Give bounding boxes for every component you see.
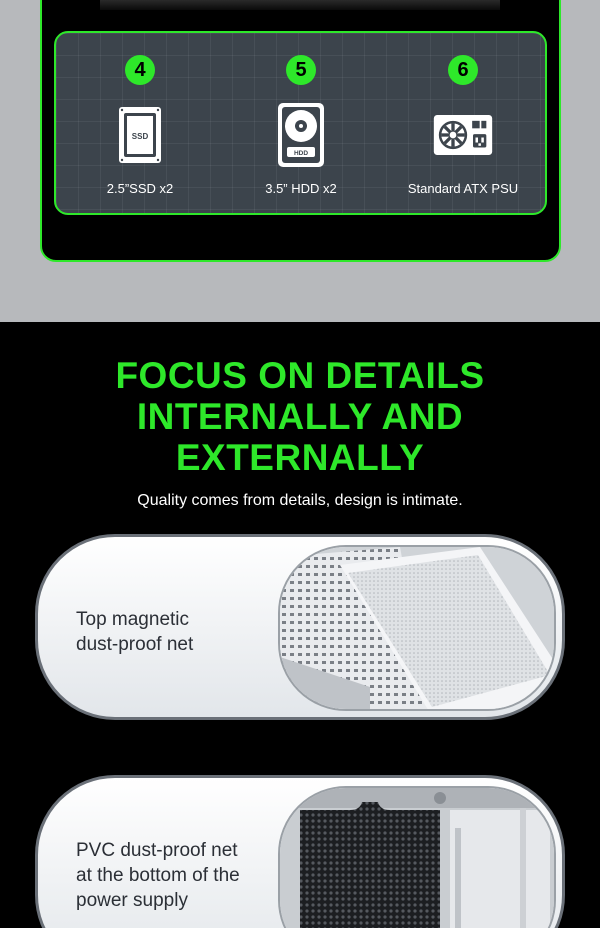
top-dust-net-photo	[278, 545, 556, 711]
heading-line: FOCUS ON DETAILS	[115, 355, 485, 396]
feature-line: Top magnetic	[76, 609, 190, 630]
psu-icon	[433, 103, 493, 167]
ssd-icon-text: SSD	[131, 132, 149, 141]
feature-line: power supply	[76, 890, 188, 911]
spec-ssd	[58, 55, 222, 196]
spec-psu	[381, 55, 545, 196]
spec-number: 5	[286, 55, 316, 85]
bottom-dust-net-photo	[278, 786, 556, 928]
spec-hdd	[219, 55, 383, 196]
case-image-edge	[100, 0, 500, 10]
spec-label: Standard ATX PSU	[407, 181, 519, 196]
spec-label: 2.5”SSD x2	[106, 181, 174, 196]
heading-line: INTERNALLY AND	[136, 396, 464, 437]
section-subtitle: Quality comes from details, design is intimate.	[137, 492, 463, 509]
feature-line: at the bottom of the	[76, 865, 240, 886]
ssd-icon	[110, 103, 170, 167]
hdd-icon-text: HDD	[293, 150, 309, 157]
heading-line: EXTERNALLY	[175, 437, 425, 478]
spec-number: 4	[125, 55, 155, 85]
hdd-icon	[271, 103, 331, 167]
feature-card-top-net	[35, 534, 565, 720]
spec-label: 3.5” HDD x2	[265, 181, 337, 196]
feature-line: PVC dust-proof net	[76, 840, 238, 861]
section-heading	[0, 355, 600, 478]
specs-panel	[54, 31, 547, 215]
feature-card-bottom-net	[35, 775, 565, 928]
feature-text	[76, 607, 193, 657]
feature-line: dust-proof net	[76, 634, 194, 655]
top-section	[0, 0, 600, 322]
feature-text	[76, 838, 240, 913]
spec-number: 6	[448, 55, 478, 85]
